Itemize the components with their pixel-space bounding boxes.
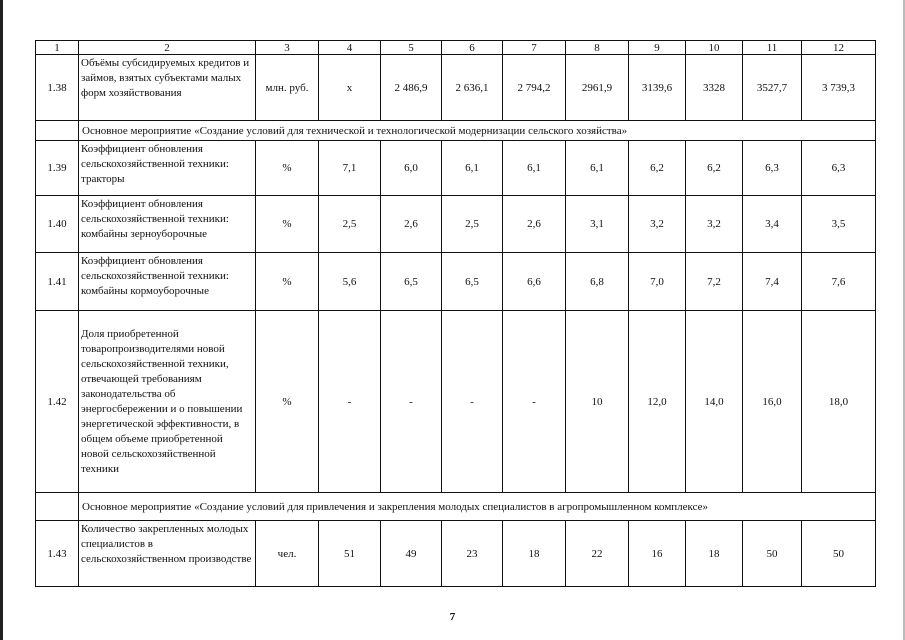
unit-cell: % <box>256 311 319 493</box>
value-cell: х <box>319 55 381 121</box>
value-cell: 51 <box>319 521 381 587</box>
row-number: 1.42 <box>36 311 79 493</box>
value-cell: 18,0 <box>802 311 876 493</box>
value-cell: 6,0 <box>381 141 442 196</box>
unit-cell: чел. <box>256 521 319 587</box>
table-row <box>36 311 876 493</box>
value-cell: 2,5 <box>442 196 503 253</box>
header-cell: 1 <box>36 41 79 55</box>
value-cell: 16 <box>629 521 686 587</box>
value-cell: 3328 <box>686 55 743 121</box>
indicator-name: Коэффициент обновления сельскохозяйственной техники: комбайны зерноуборочные <box>79 196 256 253</box>
value-cell: 6,5 <box>442 253 503 311</box>
value-cell: 10 <box>566 311 629 493</box>
indicator-name: Объёмы субсидируемых кредитов и займов, взятых субъектами малых форм хозяйствования <box>79 55 256 121</box>
value-cell: 6,3 <box>743 141 802 196</box>
value-cell: 3 739,3 <box>802 55 876 121</box>
row-number: 1.40 <box>36 196 79 253</box>
unit-cell: млн. руб. <box>256 55 319 121</box>
value-cell: 3,4 <box>743 196 802 253</box>
value-cell: 2,6 <box>381 196 442 253</box>
indicator-name: Доля приобретенной товаропроизводителями новой сельскохозяйственной техники, отвечающей требованиям законодательства об энергосбережении и о повышении энергетической эффективности, в общем объеме приобретенной новой сельскохозяйственной техники <box>79 311 256 493</box>
row-number: 1.43 <box>36 521 79 587</box>
value-cell: 6,5 <box>381 253 442 311</box>
value-cell: 6,3 <box>802 141 876 196</box>
table-row <box>36 55 876 121</box>
value-cell: 12,0 <box>629 311 686 493</box>
value-cell: 6,1 <box>503 141 566 196</box>
header-cell: 8 <box>566 41 629 55</box>
value-cell: 2961,9 <box>566 55 629 121</box>
value-cell: 5,6 <box>319 253 381 311</box>
row-number: 1.38 <box>36 55 79 121</box>
header-cell: 7 <box>503 41 566 55</box>
value-cell: 6,8 <box>566 253 629 311</box>
section-title: Основное мероприятие «Создание условий для привлечения и закрепления молодых специалистов в агропромышленном комплексе» <box>79 493 876 521</box>
value-cell: 18 <box>686 521 743 587</box>
value-cell: 3,2 <box>629 196 686 253</box>
value-cell: 6,2 <box>686 141 743 196</box>
unit-cell: % <box>256 196 319 253</box>
value-cell: 50 <box>802 521 876 587</box>
value-cell: 3139,6 <box>629 55 686 121</box>
page-number: 7 <box>449 611 456 623</box>
table-row <box>36 196 876 253</box>
value-cell: 3,1 <box>566 196 629 253</box>
value-cell: 3,5 <box>802 196 876 253</box>
header-cell: 2 <box>79 41 256 55</box>
table-header-row <box>36 41 876 55</box>
value-cell: 6,1 <box>442 141 503 196</box>
unit-cell: % <box>256 253 319 311</box>
value-cell: - <box>381 311 442 493</box>
value-cell: 18 <box>503 521 566 587</box>
header-cell: 11 <box>743 41 802 55</box>
value-cell: 2 794,2 <box>503 55 566 121</box>
indicator-name: Коэффициент обновления сельскохозяйственной техники: тракторы <box>79 141 256 196</box>
value-cell: 2,5 <box>319 196 381 253</box>
value-cell: - <box>503 311 566 493</box>
table-row <box>36 521 876 587</box>
value-cell: - <box>442 311 503 493</box>
header-cell: 4 <box>319 41 381 55</box>
header-cell: 5 <box>381 41 442 55</box>
header-cell: 12 <box>802 41 876 55</box>
header-cell: 6 <box>442 41 503 55</box>
value-cell: 6,1 <box>566 141 629 196</box>
section-spacer-cell <box>36 121 79 141</box>
value-cell: 23 <box>442 521 503 587</box>
value-cell: - <box>319 311 381 493</box>
row-number: 1.39 <box>36 141 79 196</box>
header-cell: 10 <box>686 41 743 55</box>
value-cell: 49 <box>381 521 442 587</box>
value-cell: 6,2 <box>629 141 686 196</box>
row-number: 1.41 <box>36 253 79 311</box>
indicator-name: Коэффициент обновления сельскохозяйственной техники: комбайны кормоуборочные <box>79 253 256 311</box>
value-cell: 2 486,9 <box>381 55 442 121</box>
value-cell: 14,0 <box>686 311 743 493</box>
value-cell: 6,6 <box>503 253 566 311</box>
value-cell: 3,2 <box>686 196 743 253</box>
value-cell: 50 <box>743 521 802 587</box>
value-cell: 2 636,1 <box>442 55 503 121</box>
scan-left-edge <box>0 0 3 640</box>
section-spacer-cell <box>36 493 79 521</box>
header-cell: 9 <box>629 41 686 55</box>
table-row <box>36 141 876 196</box>
indicators-table <box>35 40 876 587</box>
indicator-name: Количество закрепленных молодых специалистов в сельскохозяйственном производстве <box>79 521 256 587</box>
table-row <box>36 253 876 311</box>
value-cell: 7,1 <box>319 141 381 196</box>
value-cell: 16,0 <box>743 311 802 493</box>
value-cell: 7,6 <box>802 253 876 311</box>
value-cell: 7,2 <box>686 253 743 311</box>
section-row <box>36 121 876 141</box>
section-title: Основное мероприятие «Создание условий для технической и технологической модернизации сельского хозяйства» <box>79 121 876 141</box>
value-cell: 2,6 <box>503 196 566 253</box>
value-cell: 3527,7 <box>743 55 802 121</box>
header-cell: 3 <box>256 41 319 55</box>
value-cell: 7,0 <box>629 253 686 311</box>
value-cell: 22 <box>566 521 629 587</box>
section-row <box>36 493 876 521</box>
value-cell: 7,4 <box>743 253 802 311</box>
unit-cell: % <box>256 141 319 196</box>
